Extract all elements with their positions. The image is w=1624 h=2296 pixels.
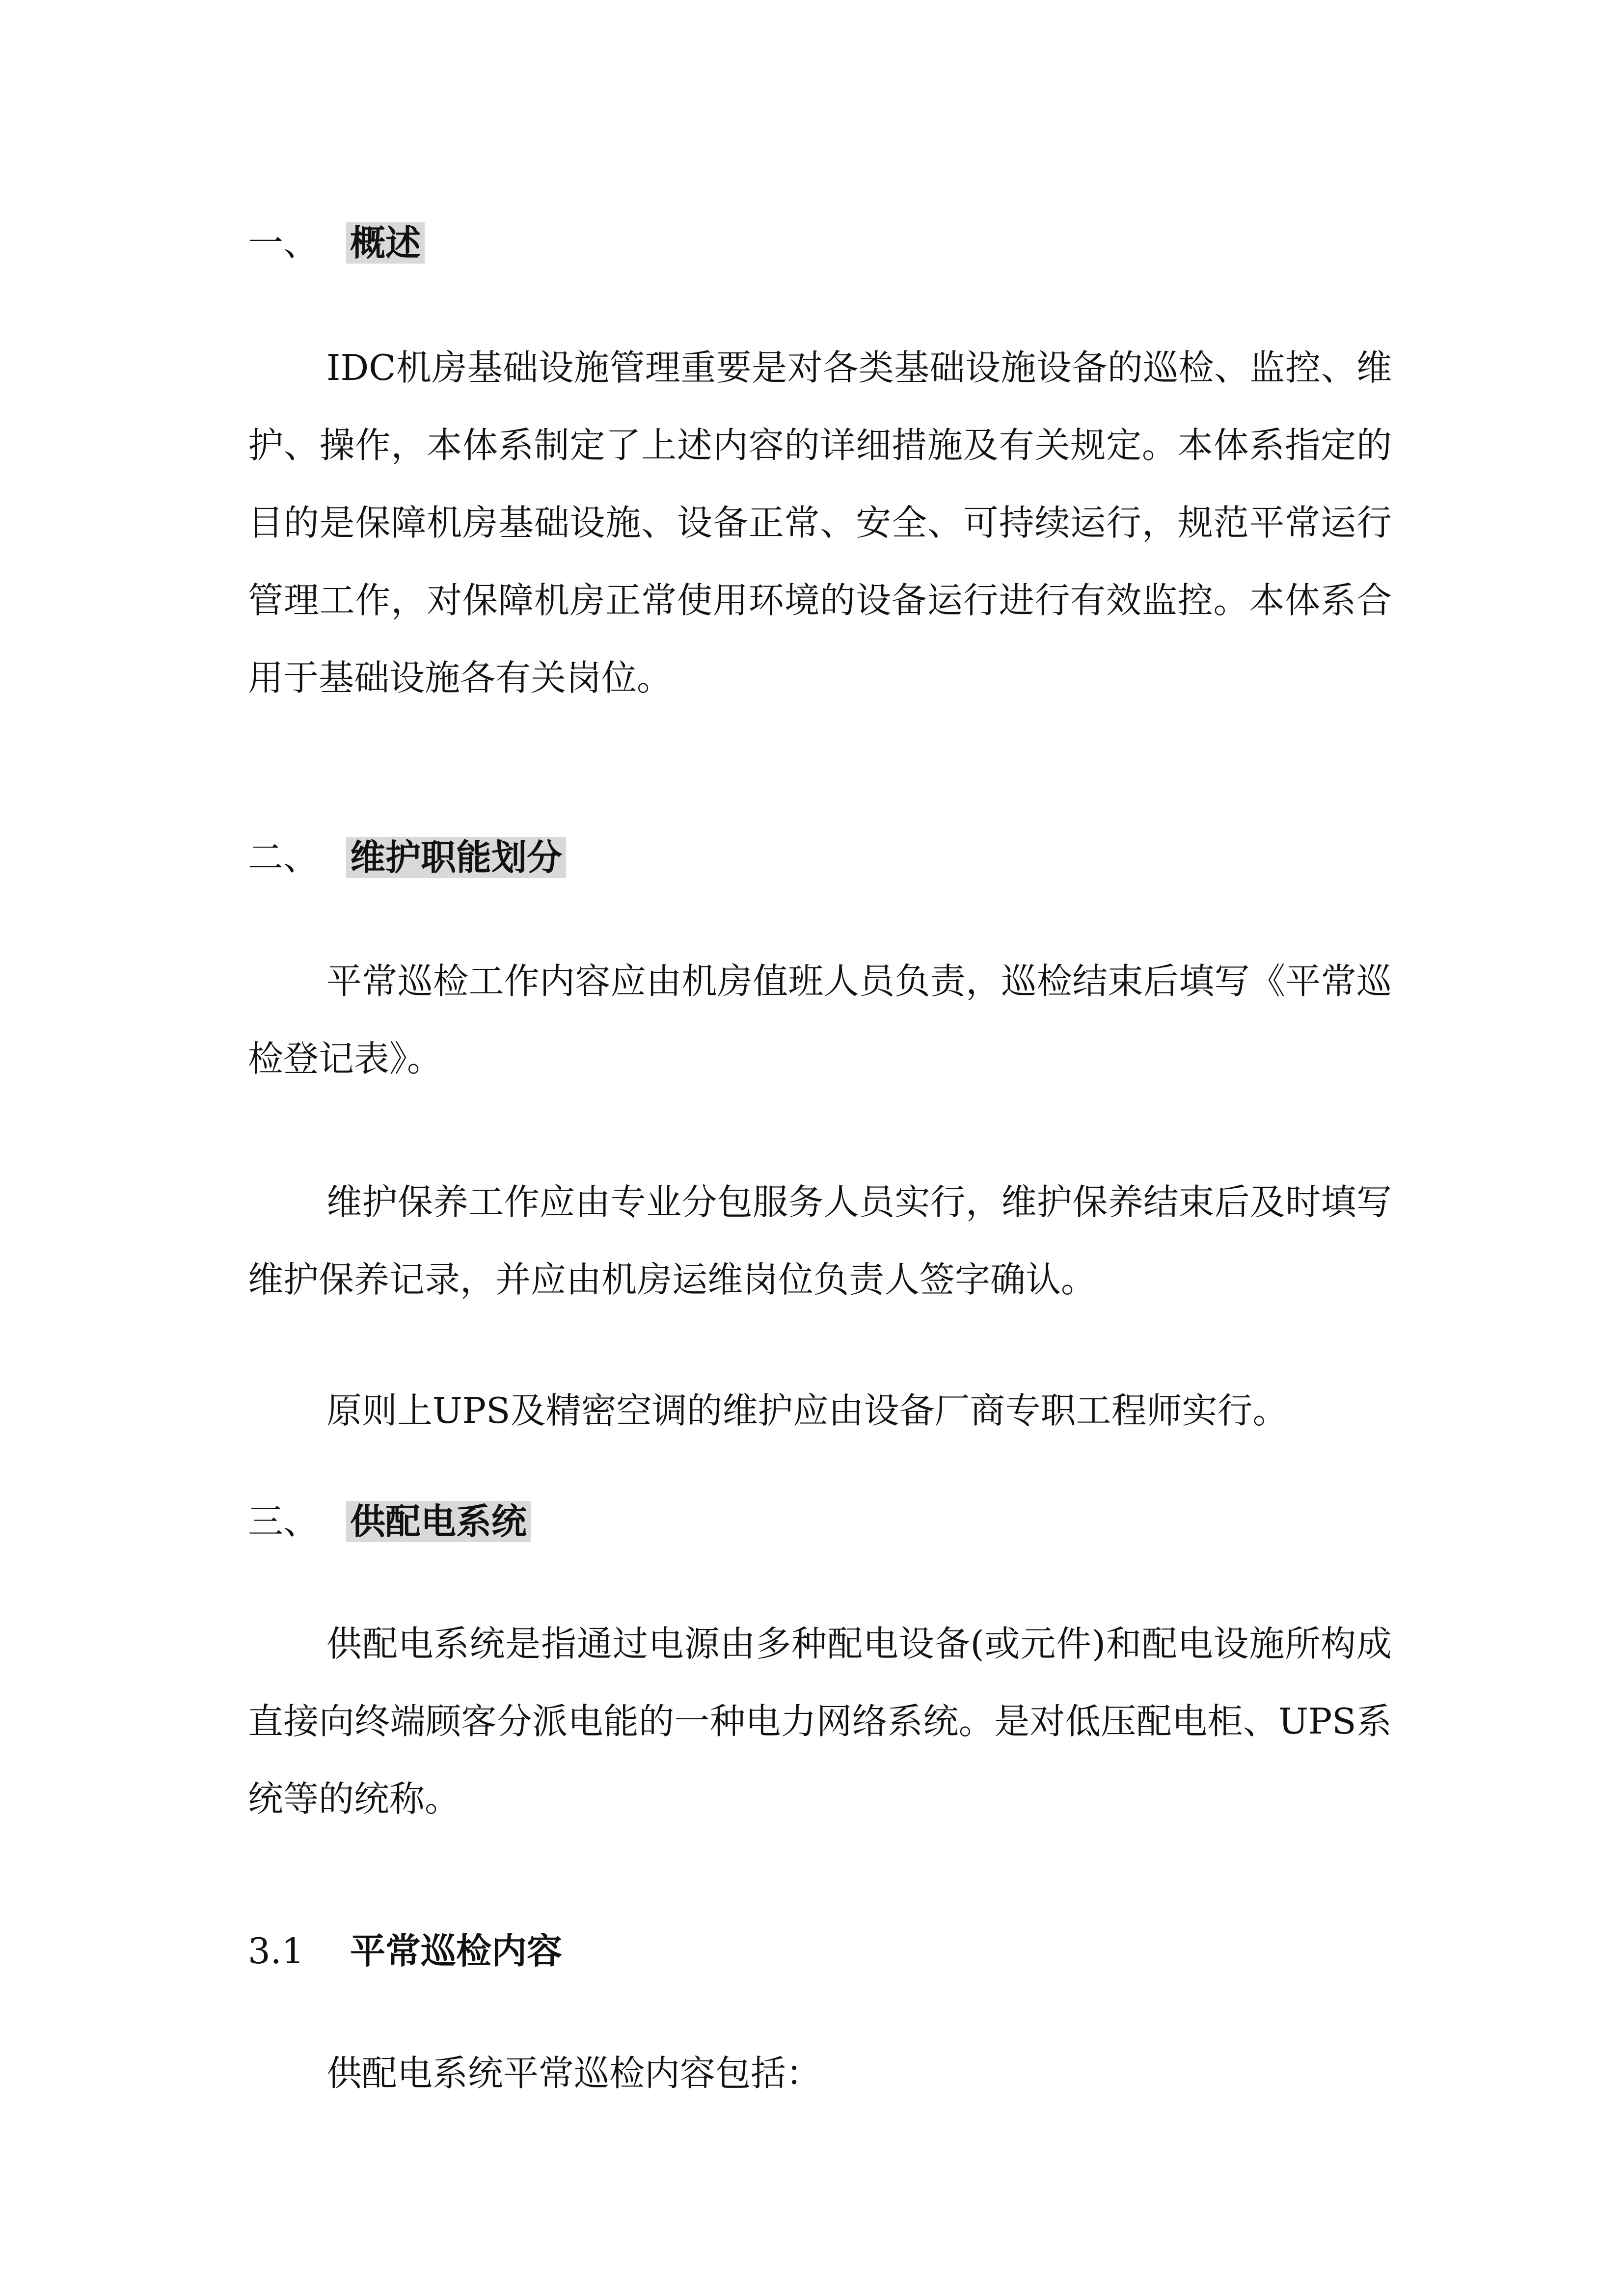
subsection-heading-daily-inspection (248, 1924, 566, 1978)
section-heading-maintenance-roles (248, 830, 566, 884)
section-title: 概述 (346, 222, 425, 264)
paragraph-inspection-items: 供配电系统平常巡检内容包括： (326, 2053, 822, 2094)
section-title: 平常巡检内容 (350, 1930, 563, 1972)
section-title: 维护职能划分 (346, 837, 566, 878)
section-number: 二、 (248, 837, 319, 878)
section-number: 一、 (248, 222, 319, 264)
section-number: 3.1 (248, 1930, 304, 1972)
paragraph-power-supply: 供配电系统是指通过电源由多种配电设备(或元件)和配电设施所构成直接向终端顾客分派电能的一种电力网络系统。是对低压配电柜、UPS系统等的统称。 (248, 1623, 1392, 1819)
paragraph-maintenance: 维护保养工作应由专业分包服务人员实行，维护保养结束后及时填写维护保养记录，并应由机房运维岗位负责人签字确认。 (248, 1181, 1392, 1300)
section-number: 三、 (248, 1501, 319, 1542)
section-title: 供配电系统 (346, 1501, 531, 1542)
section-heading-power-supply (248, 1495, 531, 1548)
paragraph-overview: IDC机房基础设施管理重要是对各类基础设施设备的巡检、监控、维护、操作，本体系制定了上述内容的详细措施及有关规定。本体系指定的目的是保障机房基础设施、设备正常、安全、可持续运行，规范平常运行管理工作，对保障机房正常使用环境的设备运行进行有效监控。本体系合用于基础设施各有关岗位。 (248, 347, 1392, 698)
paragraph-daily-inspection: 平常巡检工作内容应由机房值班人员负责，巡检结束后填写《平常巡检登记表》。 (248, 961, 1392, 1079)
section-heading-overview (248, 216, 425, 270)
paragraph-ups-maintenance: 原则上UPS及精密空调的维护应由设备厂商专职工程师实行。 (326, 1390, 1288, 1431)
